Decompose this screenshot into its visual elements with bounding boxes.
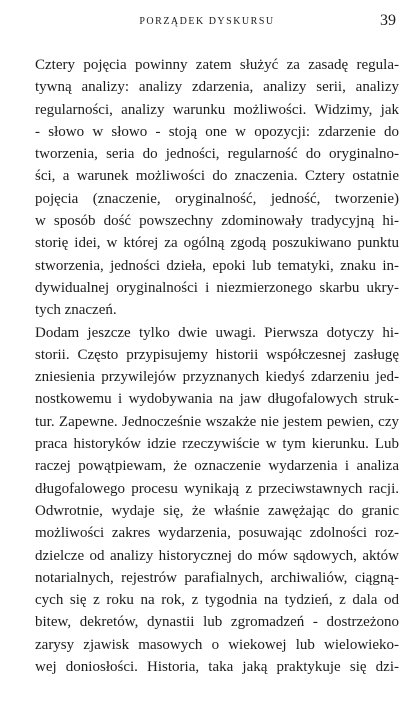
paragraph-2 [21,322,399,679]
text-line: ści, a warunek możliwości do znaczenia. Cztery ostatnie [35,168,399,185]
text-line: dzielcze od analizy historycznej do mów sądowych, aktów [35,547,399,564]
text-line: tywną analizy: analizy zdarzenia, analizy serii, analizy [35,79,399,96]
text-line: tworzenia, seria do jedności, regularność do oryginalno- [35,146,399,163]
text-line: Odwrotnie, wydaje się, że właśnie zawężając do granic [35,502,399,519]
text-line: tych znaczeń. [35,302,117,319]
text-line: dywidualnej oryginalności i niezmierzonego skarbu ukry- [35,279,399,296]
text-line: storię idei, w której za ogólną zgodą poszukiwano punktu [35,235,399,252]
text-line: stworzenia, jedności dzieła, epoki lub tematyki, znaku in- [35,257,399,274]
text-line: wej doniosłości. Historia, taka jaką praktykuje się dzi- [35,659,399,676]
text-line: cych się z roku na rok, z tygodnia na tydzień, z dala od [35,592,399,609]
text-line: nostkowemu i wydobywania na jaw długofalowych struk- [35,391,399,408]
text-line: pojęcia (znaczenie, oryginalność, jedność, tworzenie) [35,190,399,207]
text-line: regularności, analizy warunku możliwości. Widzimy, jak [35,101,399,118]
text-line: notarialnych, rejestrów parafialnych, archiwaliów, ciągną- [35,569,399,586]
text-line: tur. Zapewne. Jednocześnie wszakże nie jestem pewien, czy [35,413,399,430]
text-line: w sposób dość powszechny zdominowały tradycyjną hi- [35,213,399,230]
text-line: zarysy zjawisk masowych o wiekowej lub wielowieko- [35,636,399,653]
page-number: 39 [380,12,396,29]
text-line: raczej powątpiewam, że oznaczenie wydarzenia i analiza [35,458,399,475]
text-line: bitew, dekretów, dynastii lub zgromadzeń - dostrzeżono [35,614,399,631]
paragraph-1 [21,54,399,322]
text-line: praca historyków idzie rzeczywiście w tym kierunku. Lub [35,436,399,453]
running-title: PORZĄDEK DYSKURSU [139,16,275,27]
text-line: zniesienia przywilejów przyznanych kiedyś zdarzeniu jed- [35,369,399,386]
body-text [21,54,399,678]
text-line: Dodam jeszcze tylko dwie uwagi. Pierwsza dotyczy hi- [35,324,399,341]
text-line: długofalowego procesu wynikają z przeciwstawnych racji. [35,480,399,497]
text-line: możliwości zakres wydarzenia, posuwając zdolności roz- [35,525,399,542]
running-header [0,10,414,32]
text-line: Cztery pojęcia powinny zatem służyć za zasadę regula- [35,57,399,73]
text-line: - słowo w słowo - stoją one w opozycji: zdarzenie do [35,123,399,140]
text-line: storii. Często przypisujemy historii współczesnej zasługę [35,346,399,363]
